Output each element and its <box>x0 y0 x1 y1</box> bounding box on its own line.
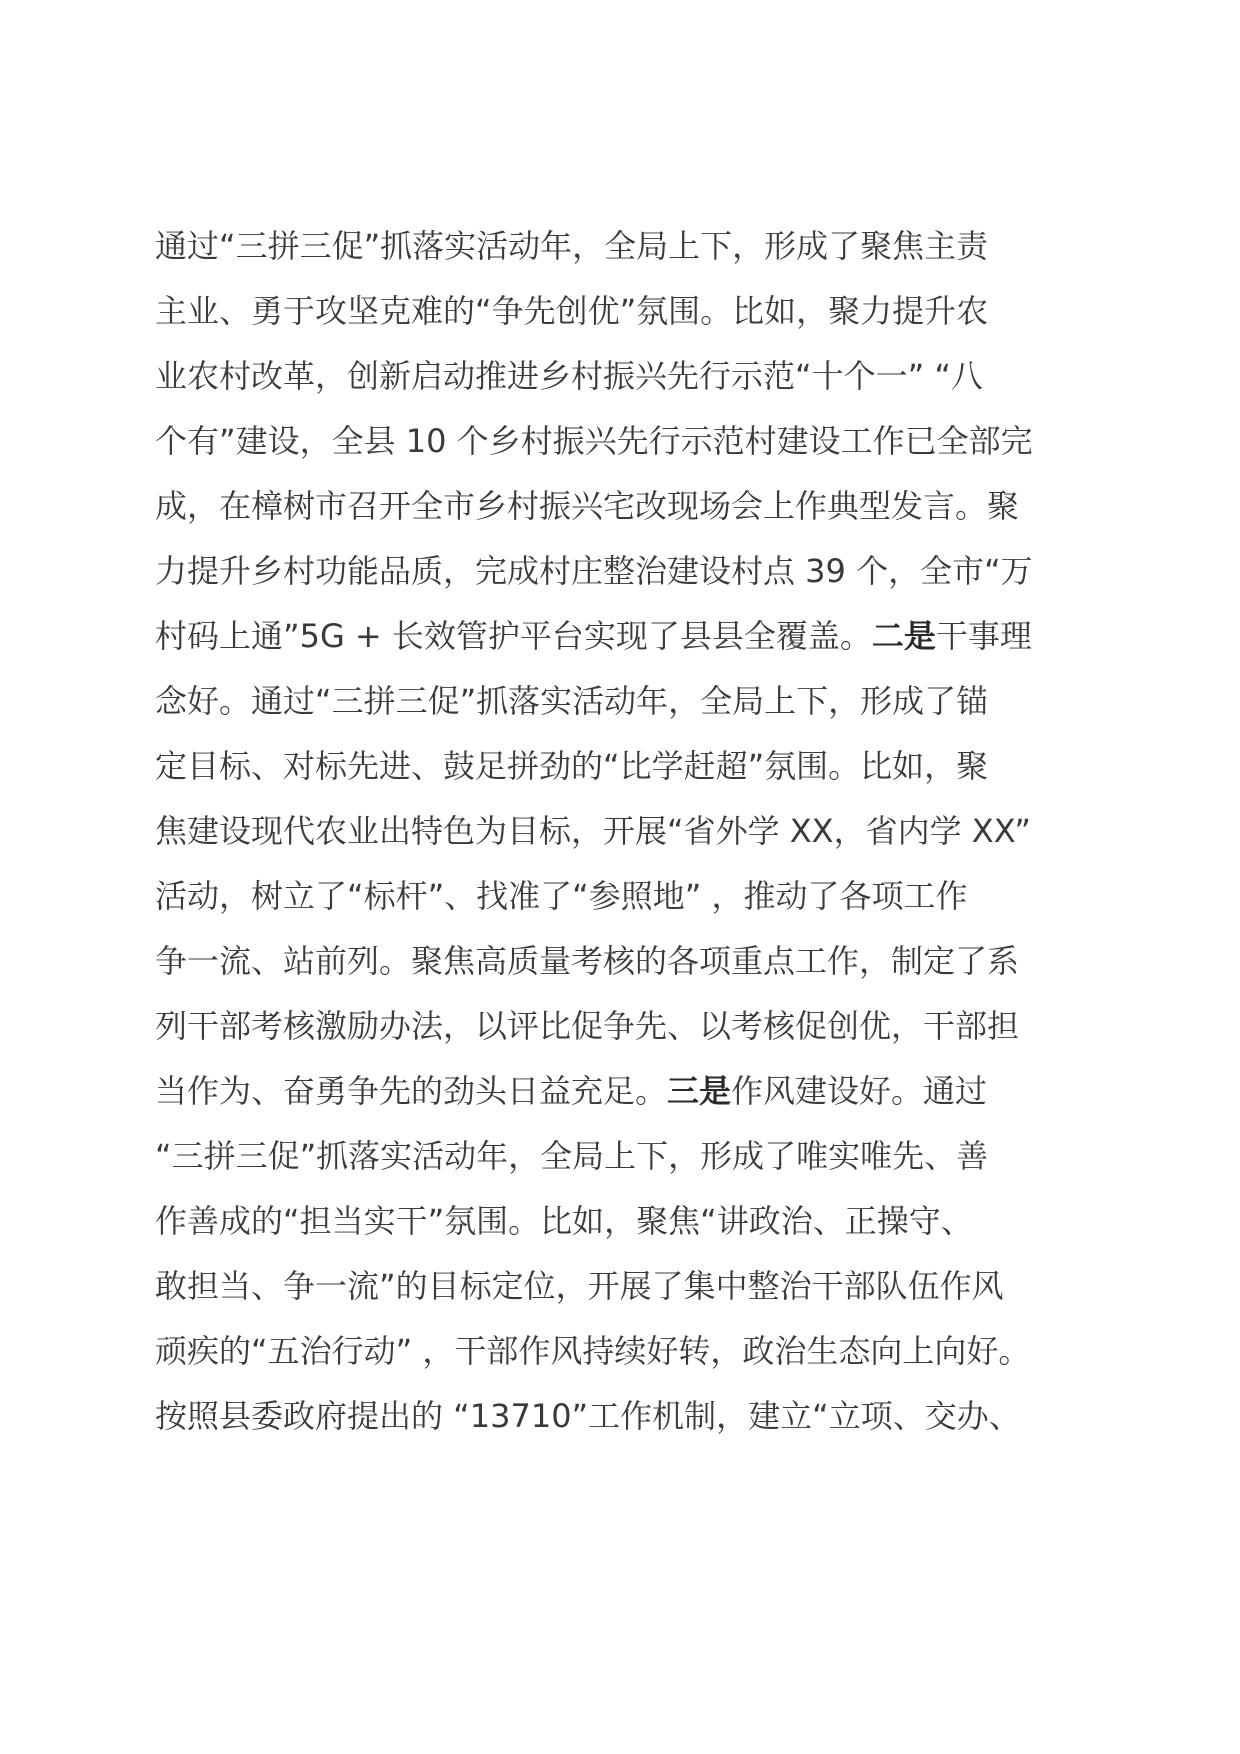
text-line <box>155 409 1095 474</box>
text-line <box>155 669 1095 734</box>
text-run: “三拼三促”抓落实活动年，全局上下，形成了唯实唯先、善 <box>155 1137 989 1175</box>
text-run: 列干部考核激励办法，以评比促争先、以考核促创优，干部担 <box>155 1007 1020 1045</box>
text-line <box>155 1254 1095 1319</box>
text-run: 定目标、对标先进、鼓足拼劲的“比学赶超”氛围。比如，聚 <box>155 747 989 785</box>
text-run: 业农村改革，创新启动推进乡村振兴先行示范“十个一” “八 <box>155 357 983 395</box>
text-run: 作善成的“担当实干”氛围。比如，聚焦“讲政治、正操守、 <box>155 1202 973 1240</box>
text-run: 当作为、奋勇争先的劲头日益充足。 <box>155 1072 668 1110</box>
text-line <box>155 214 1095 279</box>
text-line <box>155 604 1095 669</box>
text-line <box>155 799 1095 864</box>
text-run: 作风建设好。通过 <box>731 1072 988 1110</box>
text-line <box>155 1189 1095 1254</box>
text-line <box>155 279 1095 344</box>
text-run: 焦建设现代农业出特色为目标，开展“省外学 XX，省内学 XX” <box>155 812 1031 850</box>
text-line <box>155 864 1095 929</box>
text-run: 干事理 <box>935 617 1032 655</box>
bold-heading-two: 二是 <box>871 617 936 655</box>
text-run: 主业、勇于攻坚克难的“争先创优”氛围。比如，聚力提升农 <box>155 292 989 330</box>
text-line <box>155 474 1095 539</box>
text-run: 村码上通”5G + 长效管护平台实现了县县全覆盖。 <box>155 617 872 655</box>
text-run: 按照县委政府提出的 “13710”工作机制，建立“立项、交办、 <box>155 1397 1021 1435</box>
text-line <box>155 1124 1095 1189</box>
text-run: 顽疾的“五治行动” ，干部作风持续好转，政治生态向上向好。 <box>155 1332 1031 1370</box>
text-line <box>155 539 1095 604</box>
bold-heading-three: 三是 <box>667 1072 732 1110</box>
text-line <box>155 1384 1095 1449</box>
text-run: 力提升乡村功能品质，完成村庄整治建设村点 39 个，全市“万 <box>155 552 1033 590</box>
text-run: 个有”建设，全县 10 个乡村振兴先行示范村建设工作已全部完 <box>155 422 1033 460</box>
text-run: 争一流、站前列。聚焦高质量考核的各项重点工作，制定了系 <box>155 942 1020 980</box>
text-run: 活动，树立了“标杆”、找准了“参照地” ，推动了各项工作 <box>155 877 968 915</box>
text-line <box>155 929 1095 994</box>
text-line <box>155 1319 1095 1384</box>
text-line <box>155 1059 1095 1124</box>
text-run: 念好。通过“三拼三促”抓落实活动年，全局上下，形成了锚 <box>155 682 989 720</box>
text-line <box>155 344 1095 409</box>
text-run: 敢担当、争一流”的目标定位，开展了集中整治干部队伍作风 <box>155 1267 1004 1305</box>
body-paragraph <box>155 214 1095 1449</box>
text-line <box>155 734 1095 799</box>
text-run: 成，在樟树市召开全市乡村振兴宅改现场会上作典型发言。聚 <box>155 487 1020 525</box>
text-line <box>155 994 1095 1059</box>
text-run: 通过“三拼三促”抓落实活动年，全局上下，形成了聚焦主责 <box>155 227 989 265</box>
